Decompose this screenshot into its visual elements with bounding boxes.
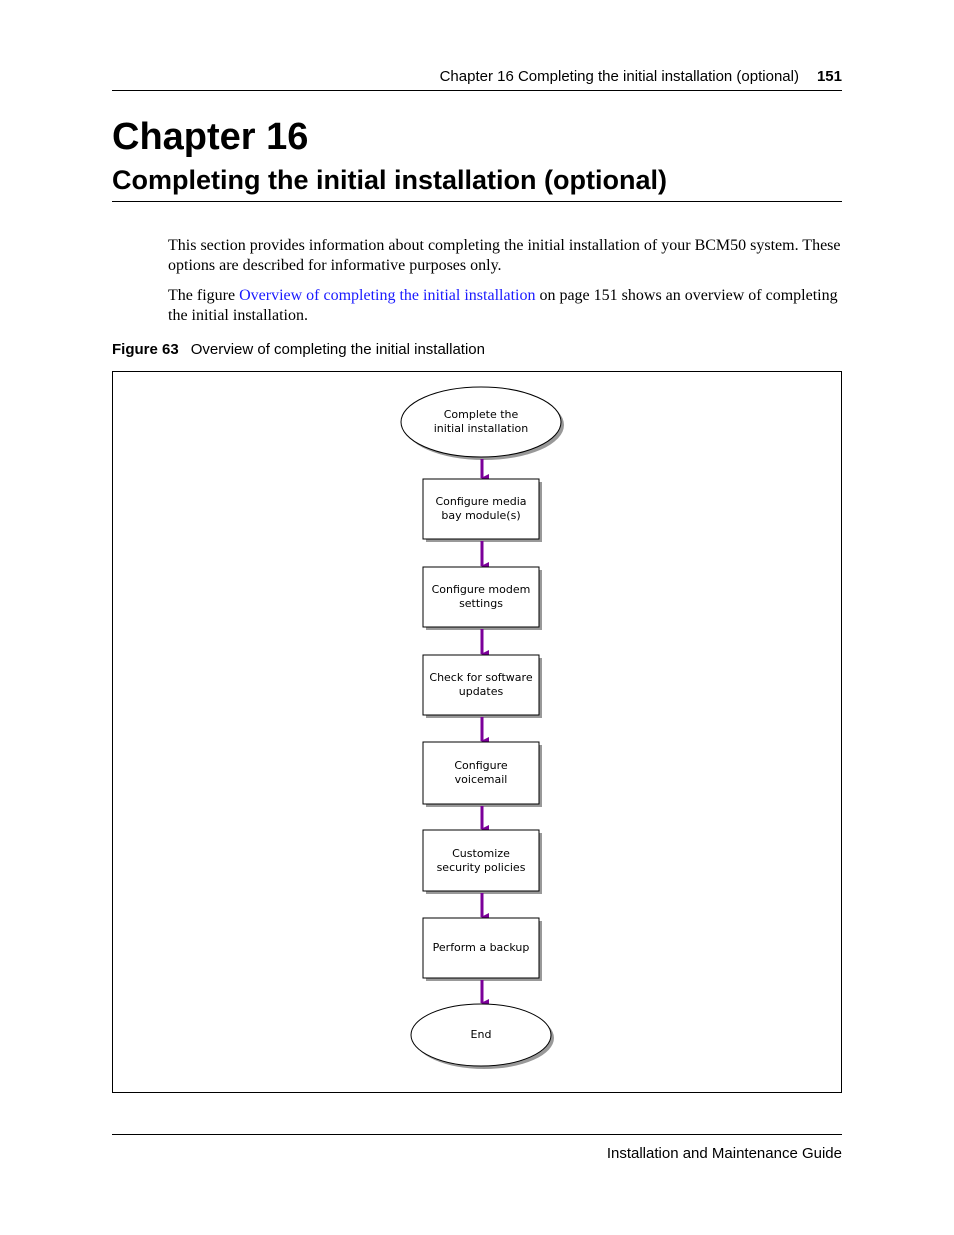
figure-caption-text: Overview of completing the initial installation bbox=[190, 341, 485, 358]
flow-step bbox=[429, 479, 533, 539]
figure-label: Figure 63 bbox=[112, 341, 179, 358]
chapter-rule bbox=[112, 201, 842, 202]
flow-step bbox=[429, 655, 533, 715]
flow-step-label: Complete the initial installation bbox=[433, 408, 529, 435]
running-header bbox=[112, 68, 842, 86]
chapter-title: Completing the initial installation (optional) bbox=[112, 165, 667, 195]
flow-step bbox=[429, 918, 533, 978]
flow-step-label: Customize security policies bbox=[436, 846, 526, 874]
page-number: 151 bbox=[816, 68, 842, 85]
header-rule bbox=[112, 90, 842, 91]
flow-step-label: Configure media bay module(s) bbox=[435, 495, 527, 522]
figure-link[interactable]: Overview of completing the initial installation bbox=[239, 287, 536, 304]
flow-step-label: Configure modem settings bbox=[431, 583, 531, 610]
running-title: Chapter 16 Completing the initial installation (optional) bbox=[439, 68, 799, 85]
flow-step bbox=[429, 830, 533, 891]
flow-step bbox=[429, 567, 533, 627]
flow-step bbox=[417, 1004, 545, 1066]
flow-step-label: Perform a backup bbox=[432, 941, 530, 954]
flow-step-label: Check for software updates bbox=[429, 671, 533, 698]
footer-rule bbox=[112, 1134, 842, 1135]
para-suffix: on page 151 shows an overview of completing the initial installation. bbox=[168, 287, 838, 324]
flow-step bbox=[429, 742, 533, 804]
figure-frame bbox=[112, 371, 842, 1093]
flow-step bbox=[407, 387, 555, 457]
footer-text: Installation and Maintenance Guide bbox=[606, 1145, 842, 1162]
figure-caption bbox=[112, 341, 485, 359]
chapter-number: Chapter 16 bbox=[112, 116, 309, 158]
flow-step-label: Configure voicemail bbox=[454, 759, 508, 786]
figure-reference-paragraph bbox=[168, 286, 848, 326]
para-prefix: The figure bbox=[168, 287, 240, 304]
intro-paragraph: This section provides information about completing the initial installation of your BCM50 system. These options are described for informative purposes only. bbox=[168, 237, 841, 274]
flow-step-label: End bbox=[470, 1028, 492, 1041]
